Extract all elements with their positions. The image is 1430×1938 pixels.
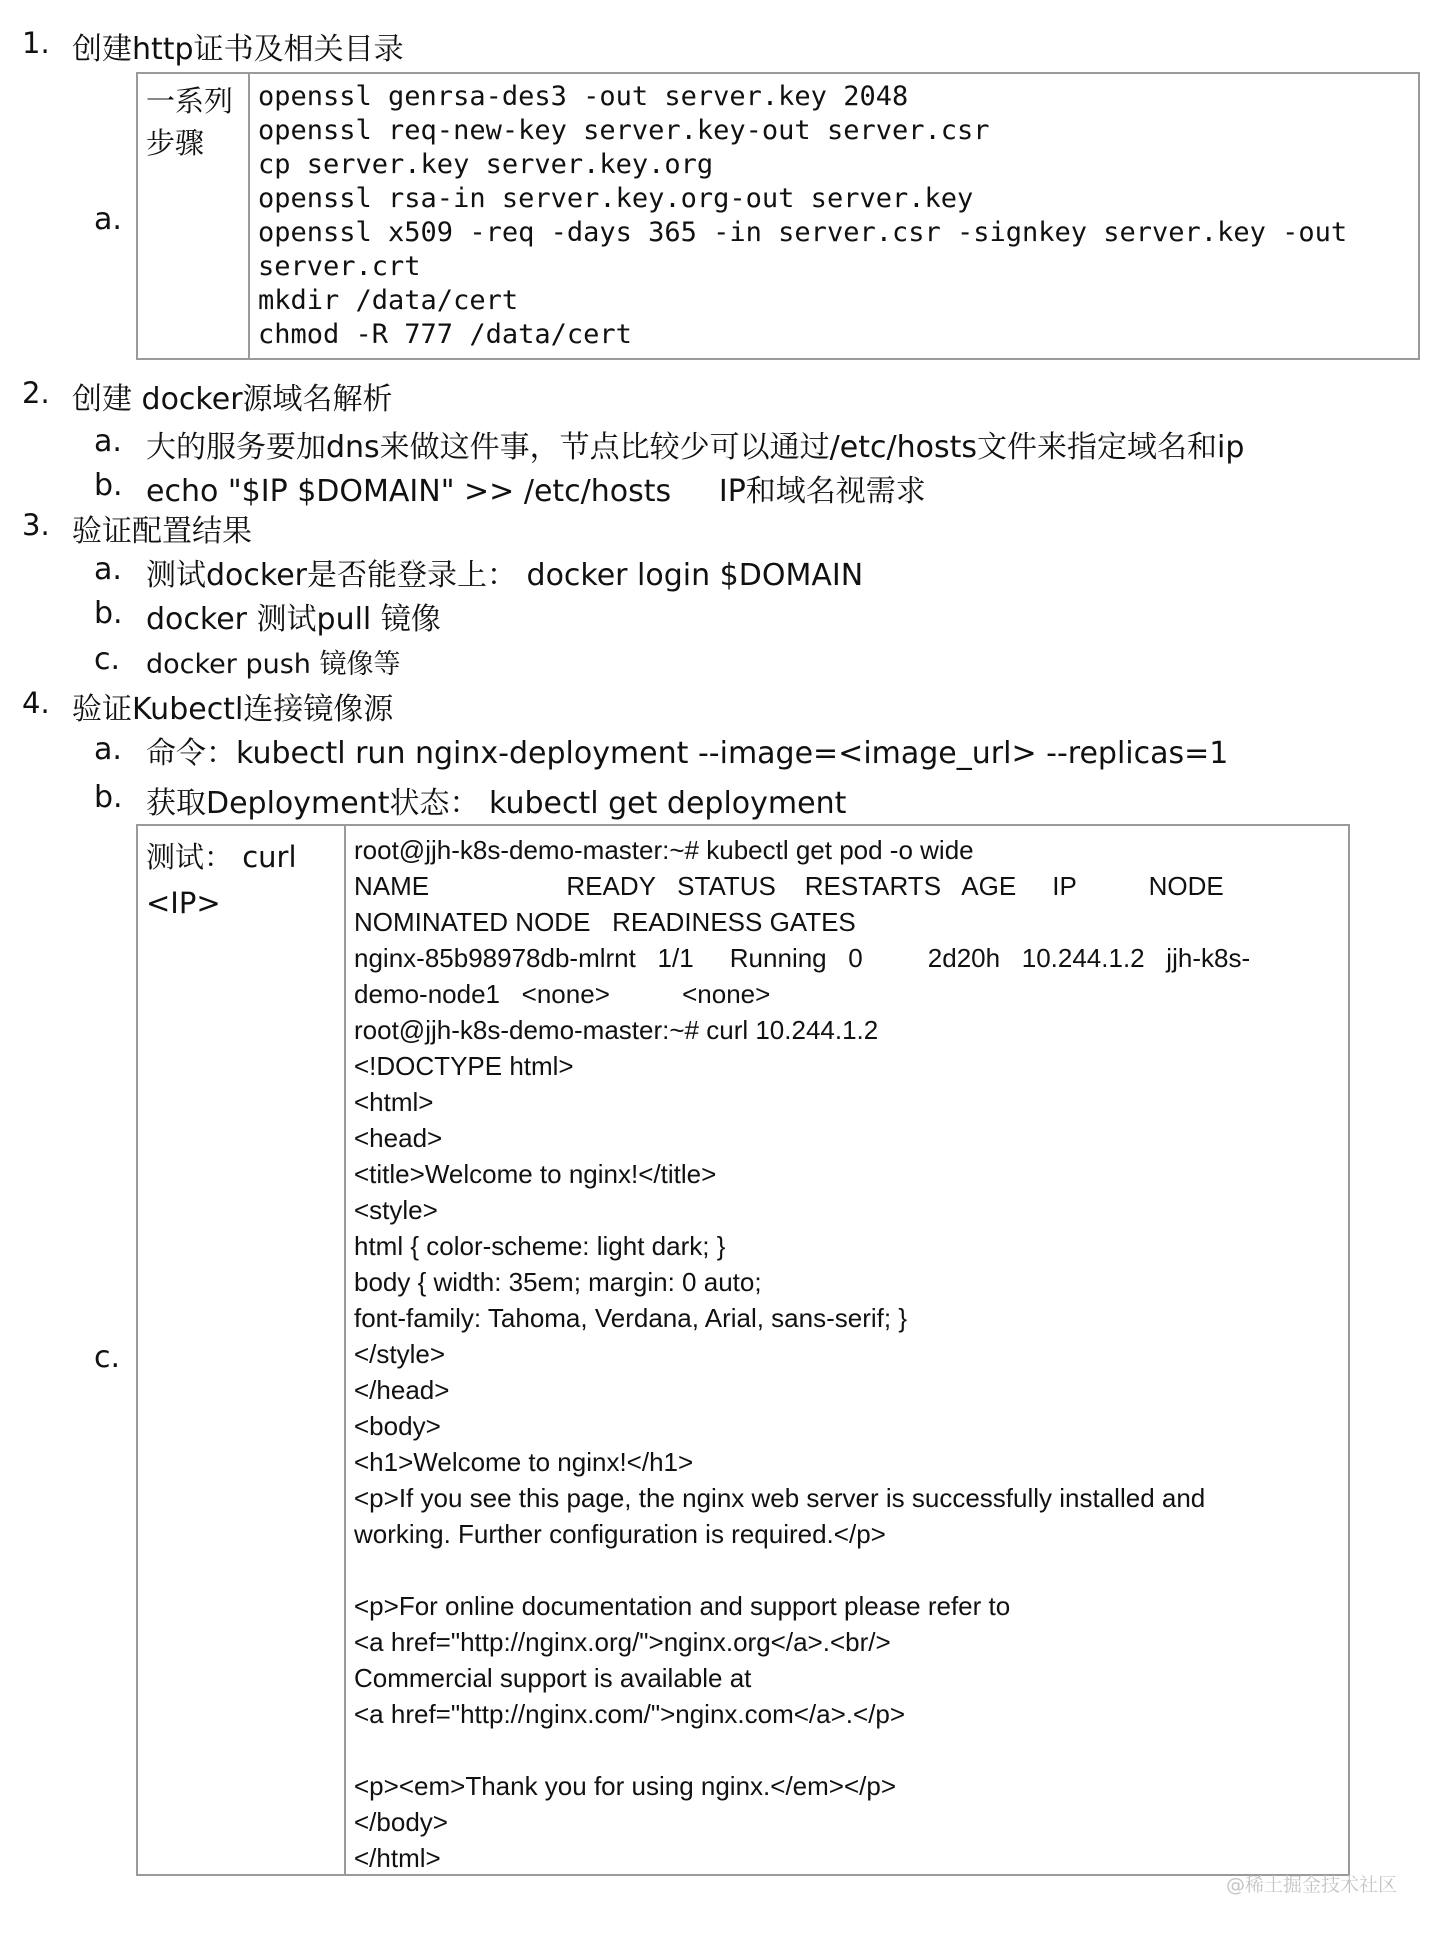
section-title: 创建http证书及相关目录: [72, 32, 404, 67]
output-line: <a href="http://nginx.org/">nginx.org</a>.<br/>: [354, 1627, 891, 1657]
output-line: <p>If you see this page, the nginx web server is successfully installed and: [354, 1483, 1206, 1513]
sub-item-letter: a.: [94, 202, 122, 237]
section-title: 创建 docker源域名解析: [72, 382, 393, 417]
sub-item-letter: a.: [94, 732, 122, 767]
output-line: [354, 1552, 1250, 1588]
sub-item-letter: b.: [94, 468, 123, 503]
output-line: <style>: [354, 1195, 438, 1225]
code-line: openssl req-new-key server.key-out server.csr: [258, 115, 990, 146]
output-line: html { color-scheme: light dark; }: [354, 1231, 726, 1261]
code-line: cp server.key server.key.org: [258, 149, 714, 180]
code-line: server.crt: [258, 251, 421, 282]
output-line: <title>Welcome to nginx!</title>: [354, 1159, 717, 1189]
output-line: font-family: Tahoma, Verdana, Arial, sans-serif; }: [354, 1303, 908, 1333]
section-number: 4.: [22, 686, 50, 720]
output-line: <head>: [354, 1123, 443, 1153]
output-line: root@jjh-k8s-demo-master:~# curl 10.244.1.2: [354, 1015, 879, 1045]
section-number: 3.: [22, 508, 50, 542]
output-line: working. Further configuration is required.</p>: [354, 1519, 886, 1549]
steps-label-line1: 一系列: [146, 84, 234, 118]
steps-label: [146, 80, 233, 164]
code-block: [258, 80, 1347, 352]
sub-item-letter: b.: [94, 596, 123, 631]
output-line: <a href="http://nginx.com/">nginx.com</a>.</p>: [354, 1699, 906, 1729]
curl-test-label: [146, 834, 297, 926]
output-line: body { width: 35em; margin: 0 auto;: [354, 1267, 762, 1297]
sub-item-text: 测试docker是否能登录上： docker login $DOMAIN: [146, 558, 864, 593]
sub-item-text: 大的服务要加dns来做这件事，节点比较少可以通过/etc/hosts文件来指定域名和ip: [146, 430, 1245, 465]
curl-test-label-line1: 测试： curl: [146, 840, 297, 874]
sub-item-text: echo "$IP $DOMAIN" >> /etc/hosts IP和域名视需求: [146, 474, 926, 509]
output-line: <p>For online documentation and support please refer to: [354, 1591, 1011, 1621]
sub-item-letter: a.: [94, 424, 122, 459]
output-line: root@jjh-k8s-demo-master:~# kubectl get pod -o wide: [354, 835, 974, 865]
output-line: demo-node1 <none> <none>: [354, 979, 771, 1009]
output-line: </style>: [354, 1339, 446, 1369]
section-number: 1.: [22, 26, 50, 60]
code-line: chmod -R 777 /data/cert: [258, 319, 632, 350]
section-title: 验证配置结果: [72, 514, 252, 549]
output-line: NAME READY STATUS RESTARTS AGE IP NODE: [354, 871, 1224, 901]
sub-item-letter: b.: [94, 780, 123, 815]
output-line: <p><em>Thank you for using nginx.</em></p>: [354, 1771, 897, 1801]
output-line: <h1>Welcome to nginx!</h1>: [354, 1447, 694, 1477]
section-number: 2.: [22, 376, 50, 410]
sub-item-text: 命令：kubectl run nginx-deployment --image=<image_url> --replicas=1: [146, 736, 1229, 771]
sub-item-letter: a.: [94, 552, 122, 587]
steps-table: [136, 72, 1420, 360]
output-line: nginx-85b98978db-mlrnt 1/1 Running 0 2d20h 10.244.1.2 jjh-k8s-: [354, 943, 1251, 973]
curl-test-label-line2: <IP>: [146, 886, 221, 920]
code-line: openssl rsa-in server.key.org-out server.key: [258, 183, 974, 214]
curl-test-table: [136, 824, 1350, 1876]
output-line: </body>: [354, 1807, 448, 1837]
sub-item-letter: c.: [94, 1340, 121, 1375]
code-line: openssl x509 -req -days 365 -in server.csr -signkey server.key -out: [258, 217, 1348, 248]
output-line: <!DOCTYPE html>: [354, 1051, 574, 1081]
code-line: mkdir /data/cert: [258, 285, 519, 316]
output-line: </html>: [354, 1843, 441, 1873]
code-line: openssl genrsa-des3 -out server.key 2048: [258, 81, 909, 112]
watermark: @稀土掘金技术社区: [1226, 1874, 1398, 1896]
terminal-output: [354, 832, 1250, 1876]
output-line: </head>: [354, 1375, 450, 1405]
sub-item-text: docker push 镜像等: [146, 649, 401, 680]
steps-label-line2: 步骤: [146, 126, 205, 160]
output-line: <html>: [354, 1087, 434, 1117]
section-title: 验证Kubectl连接镜像源: [72, 692, 394, 727]
output-line: <body>: [354, 1411, 441, 1441]
output-line: [354, 1732, 1250, 1768]
output-line: Commercial support is available at: [354, 1663, 752, 1693]
output-line: NOMINATED NODE READINESS GATES: [354, 907, 856, 937]
sub-item-text: docker 测试pull 镜像: [146, 602, 441, 637]
sub-item-letter: c.: [94, 642, 121, 677]
sub-item-text: 获取Deployment状态： kubectl get deployment: [146, 786, 847, 821]
